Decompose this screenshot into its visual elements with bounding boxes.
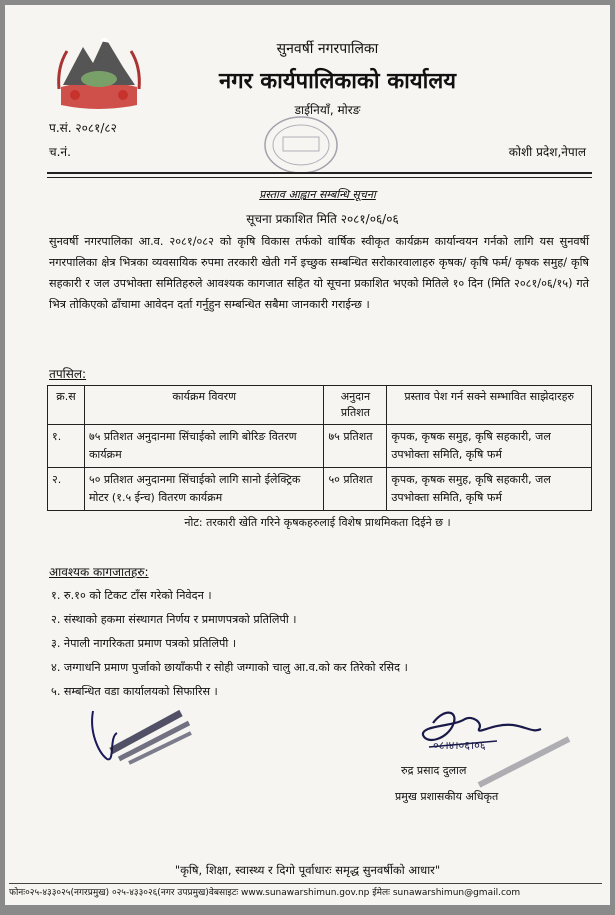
documents-list xyxy=(51,586,408,706)
dispatch-number: च.नं. xyxy=(49,145,71,159)
office-title: नगर कार्यपालिकाको कार्यालय xyxy=(219,69,456,94)
cell-sn: २. xyxy=(48,468,85,511)
program-table xyxy=(47,385,592,511)
table-note: नोट: तरकारी खेति गरिने कृषकहरुलाई विशेष प्राथमिकता दिईने छ । xyxy=(184,516,451,529)
cell-applicants: कृपक, कृषक समुह, कृषि सहकारी, जल उपभोक्ता समिति, कृषि फर्म xyxy=(387,468,592,511)
documents-heading: आवश्यक कागजातहरु: xyxy=(49,565,149,579)
province-label: कोशी प्रदेश,नेपाल xyxy=(508,145,586,159)
details-heading: तपसिल: xyxy=(49,367,87,381)
letter-number: प.सं. २०८१/८२ xyxy=(49,121,117,135)
footer-divider xyxy=(9,883,602,884)
table-row xyxy=(48,425,592,468)
cell-subsidy: ७५ प्रतिशत xyxy=(324,425,387,468)
header-divider xyxy=(47,172,592,174)
cell-subsidy: ५० प्रतिशत xyxy=(324,468,387,511)
notice-body: सुनवर्षी नगरपालिका आ.व. २०८१/०८२ को कृषि विकास तर्फको वार्षिक स्वीकृत कार्यक्रम कार्यान्वयन गर्नको लागि यस सुनवर्षी नगरपालिका क्षेत्र भित्रका व्यवसायिक रुपमा तरकारी खेती गर्ने इच्छुक सम्बन्धित सरोकारवालाहरु कृषक/ कृषि फर्म/ कृषक समुह/ कृषि सहकारी र जल उपभोक्ता समितिहरुले आवश्यक कागजात सहित यो सूचना प्रकाशित भएको मितिले १० दिन (मिति २०८१/०६/१५) गते भित्र तोकिएको ढाँचामा आवेदन दर्ता गर्नुहुन सम्बन्धित सबैमा जानकारी गराईन्छ । xyxy=(49,235,589,311)
municipality-name: सुनवर्षी नगरपालिका xyxy=(276,41,379,57)
officer-signature-icon xyxy=(393,705,573,795)
svg-text:०८।४।०६।०६: ०८।४।०६।०६ xyxy=(433,739,486,752)
office-location: डाईनियाँ, मोरङ xyxy=(294,103,361,117)
officer-title: प्रमुख प्रशासकीय अधिकृत xyxy=(395,790,499,803)
table-row xyxy=(48,468,592,511)
col-header-program: कार्यक्रम विवरण xyxy=(84,386,323,425)
list-item: १. रु.१० को टिकट टाँस गरेको निवेदन । xyxy=(51,589,212,602)
table-header-row xyxy=(48,386,592,425)
list-item: २. संस्थाको हकमा संस्थागत निर्णय र प्रमाणपत्रको प्रतिलिपी । xyxy=(51,613,297,626)
list-item: ४. जग्गाधनि प्रमाण पुर्जाको छायाँकपी र सोही जग्गाको चालु आ.व.को कर तिरेको रसिद । xyxy=(51,661,408,674)
office-stamp-icon xyxy=(261,113,341,177)
notice-subject: प्रस्ताव आह्वान सम्बन्धि सूचना xyxy=(259,188,376,201)
list-item: ५. सम्बन्धित वडा कार्यालयको सिफारिस । xyxy=(51,685,218,698)
publication-date: सूचना प्रकाशित मिति २०८१/०६/०६ xyxy=(246,212,399,226)
officer-name: रुद्र प्रसाद दुलाल xyxy=(401,764,467,777)
cell-program: ५० प्रतिशत अनुदानमा सिंचाईको लागि सानो ईलेक्ट्रिक मोटर (१.५ ईन्च) वितरण कार्यक्रम xyxy=(84,468,323,511)
notice-page xyxy=(5,5,610,905)
branch-stamp-signature-icon xyxy=(85,693,245,773)
list-item: ३. नेपाली नागरिकता प्रमाण पत्रको प्रतिलिपी । xyxy=(51,637,237,650)
cell-program: ७५ प्रतिशत अनुदानमा सिंचाईको लागि बोरिङ वितरण कार्यक्रम xyxy=(84,425,323,468)
col-header-sn: क्र.स xyxy=(48,386,85,425)
footer-contact: फोनः०२५-४३३०२५(नगरप्रमुख) ०२५-४३३०२६(नगर उपप्रमुख)वेबसाइटः www.sunawarshimun.gov.np ईमेलः sunawarshimun@gmail.com xyxy=(9,888,521,898)
col-header-applicants: प्रस्ताव पेश गर्न सक्ने सम्भावित साझेदारहरु xyxy=(387,386,592,425)
col-header-subsidy: अनुदान प्रतिशत xyxy=(324,386,387,425)
cell-sn: १. xyxy=(48,425,85,468)
cell-applicants: कृपक, कृषक समुह, कृषि सहकारी, जल उपभोक्ता समिति, कृषि फर्म xyxy=(387,425,592,468)
header-divider-thin xyxy=(47,177,592,178)
footer-motto: "कृषि, शिक्षा, स्वास्थ्य र दिगो पूर्वाधारः समृद्ध सुनवर्षीको आधार" xyxy=(174,863,441,877)
